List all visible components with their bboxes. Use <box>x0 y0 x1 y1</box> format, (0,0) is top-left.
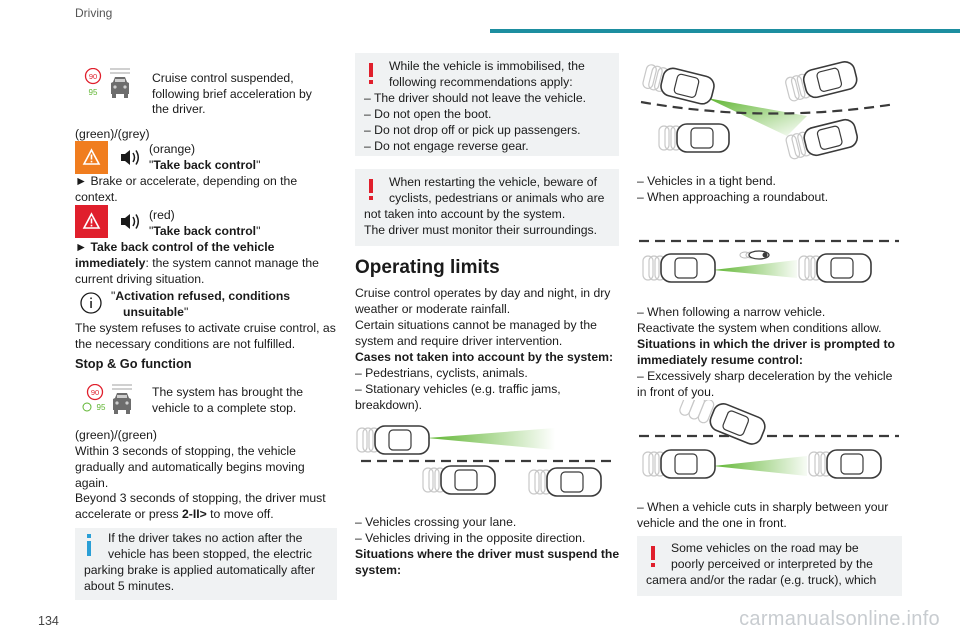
text-line: Beyond 3 seconds of stopping, the driver must <box>75 491 326 505</box>
text-line: about 5 minutes. <box>84 579 175 593</box>
text-line: vehicle to a complete stop. <box>152 401 297 415</box>
narrow-vehicle-illustration <box>637 230 902 290</box>
text-line: Reactivate the system when conditions allow. <box>637 321 882 335</box>
text-line: Situations where the driver must suspend the <box>355 547 620 561</box>
info-circle-icon <box>78 289 108 319</box>
text-line: following brief acceleration by <box>152 87 312 101</box>
text-line: If the driver takes no action after the <box>108 531 303 545</box>
text-line: current driving situation. <box>75 272 205 286</box>
operating-limits-title: Operating limits <box>355 257 500 278</box>
text-line: – Vehicles driving in the opposite direction. <box>355 531 586 545</box>
text-line: (red) <box>149 208 175 222</box>
text-line: immediately resume control: <box>637 353 803 367</box>
text-line: Within 3 seconds of stopping, the vehicle <box>75 444 296 458</box>
text-line: accelerate or press 2-II> to move off. <box>75 507 274 521</box>
text-line: – Pedestrians, cyclists, animals. <box>355 366 528 380</box>
text-line: context. <box>75 190 118 204</box>
text-line: ► Take back control of the vehicle <box>75 240 275 254</box>
watermark: carmanualsonline.info <box>739 608 940 630</box>
vehicle-cut-in-illustration <box>637 400 902 488</box>
header-accent-bar <box>490 29 960 33</box>
warning-note <box>355 169 619 246</box>
text-line: not taken into account by the system. <box>364 207 566 221</box>
tight-bend-illustration <box>637 60 902 164</box>
text-line: the necessary conditions are not fulfilled. <box>75 337 296 351</box>
audible-alert-icon <box>113 205 146 238</box>
text-line: Cases not taken into account by the system: <box>355 350 614 364</box>
warning-note <box>355 53 619 156</box>
text-line: While the vehicle is immobilised, the <box>389 59 585 73</box>
info-note <box>75 528 337 600</box>
car-front-icon <box>108 68 132 102</box>
text-line: Cruise control operates by day and night, in dry <box>355 286 611 300</box>
text-line: in front of you. <box>637 385 715 399</box>
text-line: breakdown). <box>355 398 423 412</box>
text-line: (green)/(grey) <box>75 127 150 141</box>
current-speed-label: 95 <box>96 403 106 412</box>
orange-warning-icon <box>75 141 108 174</box>
red-warning-icon <box>75 205 108 238</box>
text-line: ► Brake or accelerate, depending on the <box>75 174 298 188</box>
text-line: cyclists, pedestrians or animals who are <box>389 191 605 205</box>
text-line: immediately: the system cannot manage the <box>75 256 319 270</box>
text-line: – When a vehicle cuts in sharply between your <box>637 500 889 514</box>
text-line: weather or moderate rainfall. <box>355 302 511 316</box>
audible-alert-icon <box>113 141 146 174</box>
text-line: camera and/or the radar (e.g. truck), which <box>646 573 877 587</box>
stop-go-speed-icon <box>80 384 110 414</box>
text-line: (orange) <box>149 142 196 156</box>
text-line: – Do not open the boot. <box>364 107 492 121</box>
car-front-icon <box>110 384 134 418</box>
warning-note <box>637 536 902 596</box>
text-line: – Vehicles in a tight bend. <box>637 174 776 188</box>
take-back-control-message: "Take back control" <box>149 224 261 238</box>
speed-indicator-icon <box>82 68 104 98</box>
text-line: – Vehicles crossing your lane. <box>355 515 517 529</box>
stop-and-go-title: Stop & Go function <box>75 356 192 371</box>
text-line: – Do not drop off or pick up passengers. <box>364 123 581 137</box>
page-number: 134 <box>38 614 59 628</box>
text-line: – When approaching a roundabout. <box>637 190 829 204</box>
text-line: (green)/(green) <box>75 428 157 442</box>
section-title: Driving <box>75 6 113 20</box>
text-line: Situations in which the driver is prompted to <box>637 337 895 351</box>
set-speed-label: 90 <box>88 71 98 81</box>
text-line: following recommendations apply: <box>389 75 573 89</box>
text-line: The system has brought the <box>152 385 304 399</box>
text-line: parking brake is applied automatically after <box>84 563 316 577</box>
text-line: Certain situations cannot be managed by the <box>355 318 597 332</box>
set-speed-label: 90 <box>90 387 100 397</box>
current-speed-label: 95 <box>88 88 98 97</box>
text-line: vehicle has been stopped, the electric <box>108 547 312 561</box>
text-line: vehicle and the one in front. <box>637 516 787 530</box>
text-line: system: <box>355 563 402 577</box>
text-line: The system refuses to activate cruise control, as <box>75 321 336 335</box>
text-line: Some vehicles on the road may be <box>671 541 859 555</box>
text-line: system and require driver intervention. <box>355 334 563 348</box>
text-line: – Stationary vehicles (e.g. traffic jams, <box>355 382 561 396</box>
text-line: – The driver should not leave the vehicle. <box>364 91 586 105</box>
text-line: – Do not engage reverse gear. <box>364 139 529 153</box>
text-line: the driver. <box>152 102 206 116</box>
text-line: gradually and automatically begins moving <box>75 460 305 474</box>
text-line: The driver must monitor their surroundings. <box>364 223 598 237</box>
text-line: poorly perceived or interpreted by the <box>671 557 873 571</box>
text-line: When restarting the vehicle, beware of <box>389 175 597 189</box>
text-line: again. <box>75 476 109 490</box>
crossing-vehicles-illustration <box>355 420 619 502</box>
activation-refused-message: "Activation refused, conditions <box>111 289 291 303</box>
text-line: – Excessively sharp deceleration by the vehicle <box>637 369 893 383</box>
text-line: Cruise control suspended, <box>152 71 294 85</box>
text-line: – When following a narrow vehicle. <box>637 305 826 319</box>
text-line: unsuitable" <box>123 305 189 319</box>
take-back-control-message: "Take back control" <box>149 158 261 172</box>
